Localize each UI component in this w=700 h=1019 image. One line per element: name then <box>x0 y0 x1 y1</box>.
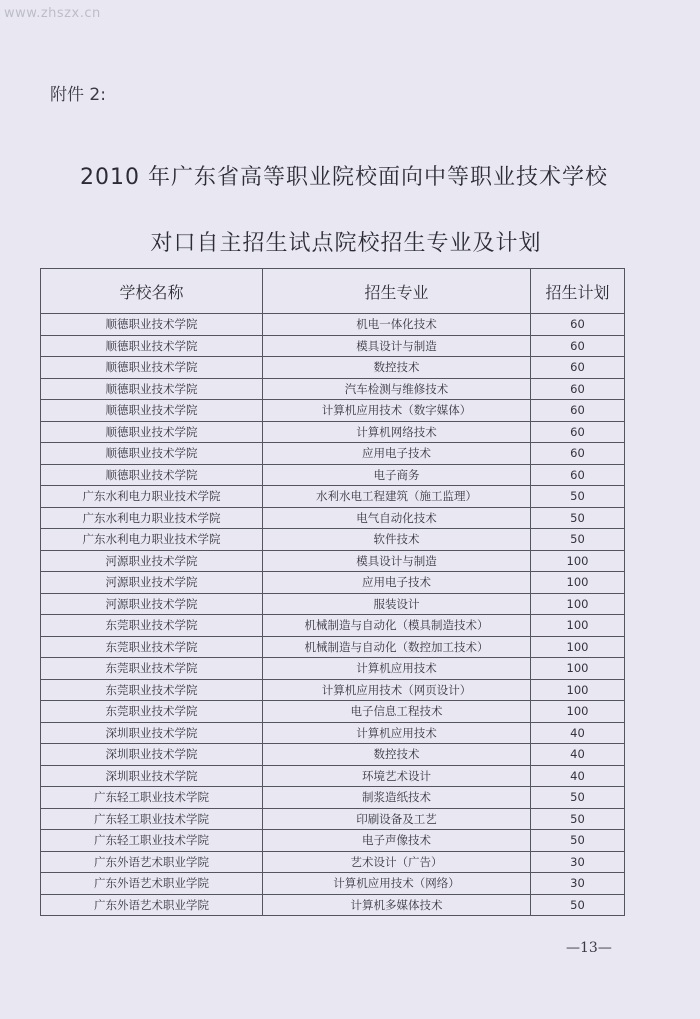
cell-plan: 100 <box>531 615 625 637</box>
cell-major: 艺术设计（广告） <box>263 851 531 873</box>
cell-major: 电子声像技术 <box>263 830 531 852</box>
cell-school-name: 河源职业技术学院 <box>41 572 263 594</box>
table-row <box>41 787 625 809</box>
cell-school-name: 深圳职业技术学院 <box>41 722 263 744</box>
cell-plan: 50 <box>531 830 625 852</box>
header-plan: 招生计划 <box>531 269 625 314</box>
cell-school-name: 广东水利电力职业技术学院 <box>41 507 263 529</box>
cell-major: 计算机网络技术 <box>263 421 531 443</box>
cell-school-name: 顺德职业技术学院 <box>41 335 263 357</box>
table-row <box>41 529 625 551</box>
cell-major: 服装设计 <box>263 593 531 615</box>
cell-major: 电子信息工程技术 <box>263 701 531 723</box>
cell-plan: 100 <box>531 550 625 572</box>
table-row <box>41 744 625 766</box>
document-title-line-1: 2010 年广东省高等职业院校面向中等职业技术学校 <box>80 165 608 190</box>
cell-major: 软件技术 <box>263 529 531 551</box>
table-row <box>41 808 625 830</box>
table-row <box>41 701 625 723</box>
cell-plan: 100 <box>531 572 625 594</box>
cell-plan: 60 <box>531 378 625 400</box>
table-row <box>41 572 625 594</box>
cell-major: 环境艺术设计 <box>263 765 531 787</box>
table-row <box>41 400 625 422</box>
cell-school-name: 广东水利电力职业技术学院 <box>41 486 263 508</box>
cell-major: 计算机应用技术（数字媒体） <box>263 400 531 422</box>
table-row <box>41 765 625 787</box>
cell-school-name: 顺德职业技术学院 <box>41 421 263 443</box>
table-row <box>41 851 625 873</box>
cell-school-name: 广东外语艺术职业学院 <box>41 894 263 916</box>
attachment-label: 附件 2: <box>50 85 106 105</box>
cell-plan: 40 <box>531 744 625 766</box>
table-row <box>41 593 625 615</box>
cell-school-name: 东莞职业技术学院 <box>41 636 263 658</box>
cell-plan: 40 <box>531 722 625 744</box>
cell-plan: 60 <box>531 400 625 422</box>
cell-plan: 60 <box>531 421 625 443</box>
table-row <box>41 873 625 895</box>
cell-school-name: 东莞职业技术学院 <box>41 701 263 723</box>
table-row <box>41 314 625 336</box>
cell-school-name: 深圳职业技术学院 <box>41 744 263 766</box>
cell-major: 计算机应用技术（网页设计） <box>263 679 531 701</box>
cell-school-name: 广东轻工职业技术学院 <box>41 787 263 809</box>
cell-major: 模具设计与制造 <box>263 335 531 357</box>
table-row <box>41 378 625 400</box>
cell-major: 电子商务 <box>263 464 531 486</box>
cell-school-name: 顺德职业技术学院 <box>41 443 263 465</box>
cell-plan: 50 <box>531 787 625 809</box>
cell-school-name: 东莞职业技术学院 <box>41 658 263 680</box>
table-header-row <box>41 269 625 314</box>
cell-plan: 50 <box>531 529 625 551</box>
cell-school-name: 河源职业技术学院 <box>41 550 263 572</box>
cell-major: 机械制造与自动化（模具制造技术） <box>263 615 531 637</box>
cell-school-name: 东莞职业技术学院 <box>41 615 263 637</box>
cell-major: 计算机多媒体技术 <box>263 894 531 916</box>
table-row <box>41 464 625 486</box>
table-row <box>41 615 625 637</box>
cell-major: 应用电子技术 <box>263 572 531 594</box>
cell-plan: 100 <box>531 679 625 701</box>
table-row <box>41 507 625 529</box>
cell-major: 印刷设备及工艺 <box>263 808 531 830</box>
table-row <box>41 679 625 701</box>
cell-school-name: 广东外语艺术职业学院 <box>41 873 263 895</box>
cell-plan: 30 <box>531 851 625 873</box>
table-row <box>41 443 625 465</box>
cell-major: 计算机应用技术 <box>263 722 531 744</box>
cell-plan: 60 <box>531 335 625 357</box>
table-row <box>41 830 625 852</box>
cell-major: 数控技术 <box>263 744 531 766</box>
table-row <box>41 421 625 443</box>
cell-plan: 60 <box>531 443 625 465</box>
table-body <box>41 314 625 916</box>
cell-major: 电气自动化技术 <box>263 507 531 529</box>
cell-plan: 60 <box>531 464 625 486</box>
header-major: 招生专业 <box>263 269 531 314</box>
cell-plan: 40 <box>531 765 625 787</box>
table-row <box>41 722 625 744</box>
table-row <box>41 486 625 508</box>
cell-school-name: 顺德职业技术学院 <box>41 464 263 486</box>
site-watermark: www.zhszx.cn <box>4 6 101 21</box>
cell-plan: 60 <box>531 357 625 379</box>
cell-plan: 50 <box>531 507 625 529</box>
cell-plan: 100 <box>531 636 625 658</box>
cell-major: 汽车检测与维修技术 <box>263 378 531 400</box>
cell-plan: 30 <box>531 873 625 895</box>
cell-school-name: 顺德职业技术学院 <box>41 314 263 336</box>
cell-plan: 50 <box>531 486 625 508</box>
cell-school-name: 顺德职业技术学院 <box>41 378 263 400</box>
cell-plan: 50 <box>531 894 625 916</box>
enrollment-plan-table <box>40 268 625 916</box>
cell-plan: 60 <box>531 314 625 336</box>
cell-major: 制浆造纸技术 <box>263 787 531 809</box>
cell-plan: 50 <box>531 808 625 830</box>
cell-major: 水利水电工程建筑（施工监理） <box>263 486 531 508</box>
table-row <box>41 658 625 680</box>
page-number: —13— <box>566 940 612 956</box>
table-row <box>41 335 625 357</box>
cell-school-name: 广东外语艺术职业学院 <box>41 851 263 873</box>
table-row <box>41 357 625 379</box>
cell-major: 模具设计与制造 <box>263 550 531 572</box>
document-title-line-2: 对口自主招生试点院校招生专业及计划 <box>150 231 542 256</box>
cell-major: 机电一体化技术 <box>263 314 531 336</box>
cell-plan: 100 <box>531 593 625 615</box>
cell-school-name: 广东轻工职业技术学院 <box>41 830 263 852</box>
table-row <box>41 550 625 572</box>
cell-major: 数控技术 <box>263 357 531 379</box>
cell-plan: 100 <box>531 701 625 723</box>
header-school-name: 学校名称 <box>41 269 263 314</box>
cell-school-name: 深圳职业技术学院 <box>41 765 263 787</box>
cell-school-name: 顺德职业技术学院 <box>41 357 263 379</box>
cell-major: 计算机应用技术 <box>263 658 531 680</box>
cell-school-name: 东莞职业技术学院 <box>41 679 263 701</box>
cell-major: 机械制造与自动化（数控加工技术） <box>263 636 531 658</box>
cell-major: 计算机应用技术（网络） <box>263 873 531 895</box>
cell-school-name: 广东水利电力职业技术学院 <box>41 529 263 551</box>
cell-school-name: 广东轻工职业技术学院 <box>41 808 263 830</box>
table-row <box>41 636 625 658</box>
table-row <box>41 894 625 916</box>
cell-plan: 100 <box>531 658 625 680</box>
cell-school-name: 河源职业技术学院 <box>41 593 263 615</box>
cell-school-name: 顺德职业技术学院 <box>41 400 263 422</box>
cell-major: 应用电子技术 <box>263 443 531 465</box>
